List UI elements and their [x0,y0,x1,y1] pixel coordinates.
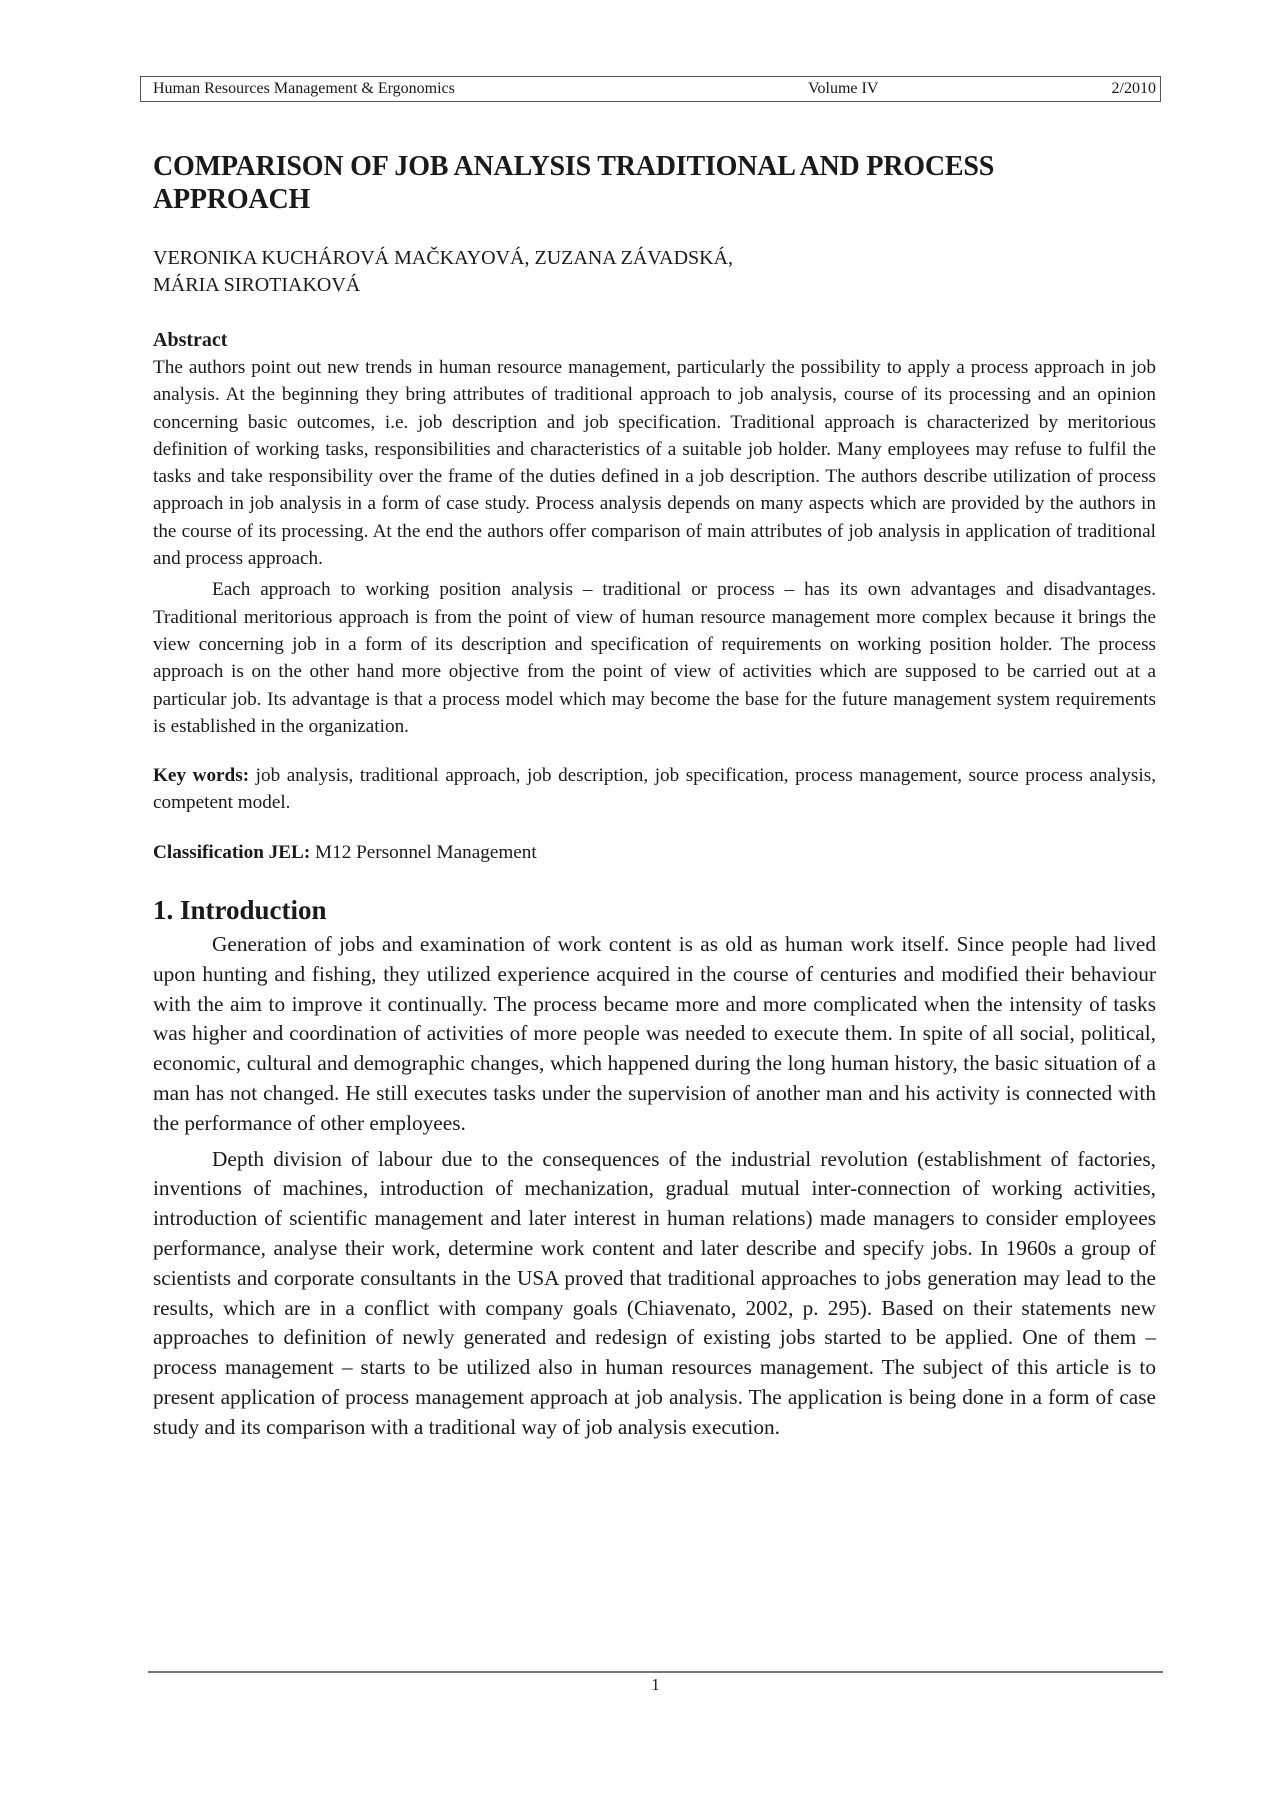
introduction-heading: 1. Introduction [153,895,327,926]
abstract-section [153,327,1156,740]
article-title [153,150,1156,216]
introduction-paragraph-1: Generation of jobs and examination of work content is as old as human work itself. Since people had lived upon hunting and fishing, they utilized experience acquired in the course of centuries and modified their behaviour with the aim to improve it continually. The process became more and more complicated when the intensity of tasks was higher and coordination of activities of more people was needed to execute them. In spite of all social, political, economic, cultural and demographic changes, which happened during the long human history, the basic situation of a man has not changed. He still executes tasks under the supervision of another man and his activity is connected with the performance of other employees. [153,932,1156,1135]
keywords [153,762,1156,817]
page-content [153,150,1156,1443]
abstract-heading: Abstract [153,329,228,351]
abstract-paragraph-1: The authors point out new trends in human resource management, particularly the possibility to apply a process approach in job analysis. At the beginning they bring attributes of traditional approach to job analysis, course of its processing and an opinion concerning basic outcomes, i.e. job description and job specification. Traditional approach is characterized by meritorious definition of working tasks, responsibilities and characteristics of a suitable job holder. Many employees may refuse to fulfil the tasks and take responsibility over the frame of the duties defined in a job description. The authors describe utilization of process approach in job analysis in a form of case study. Process analysis depends on many aspects which are provided by the authors in the course of its processing. At the end the authors offer comparison of main attributes of job analysis in application of traditional and process approach. [153,357,1156,570]
abstract-paragraph-2: Each approach to working position analysis – traditional or process – has its own advantages and disadvantages. Traditional meritorious approach is from the point of view of human resource management more complex because it brings the view concerning job in a form of its description and specification of requirements on working position holder. The process approach is on the other hand more objective from the point of view of activities which are supposed to be carried out at a particular job. Its advantage is that a process model which may become the base for the future management system requirements is established in the organization. [153,579,1156,737]
title-line-2: APPROACH [153,184,311,215]
classification-label: Classification JEL: [153,841,311,863]
author-list [153,245,1156,299]
page-number: 1 [651,1675,660,1694]
journal-name: Human Resources Management & Ergonomics [153,80,455,97]
title-line-1: COMPARISON OF JOB ANALYSIS TRADITIONAL AND PROCESS [153,151,995,182]
classification-text: M12 Personnel Management [310,841,537,863]
volume-label: Volume IV [808,80,879,97]
introduction-paragraph-2: Depth division of labour due to the consequences of the industrial revolution (establishment of factories, inventions of machines, introduction of mechanization, gradual mutual inter-connection of working activities, introduction of scientific management and later interest in human relations) made managers to consider employees performance, analyse their work, determine work content and later describe and specify jobs. In 1960s a group of scientists and corporate consultants in the USA proved that traditional approaches to jobs generation may lead to the results, which are in a conflict with company goals (Chiavenato, 2002, p. 295). Based on their statements new approaches to definition of newly generated and redesign of existing jobs started to be applied. One of them – process management – starts to be utilized also in human resources management. The subject of this article is to present application of process management approach at job analysis. The application is being done in a form of case study and its comparison with a traditional way of job analysis execution. [153,1146,1156,1439]
footer-divider [148,1671,1163,1673]
jel-classification [153,839,1156,866]
authors-line-2: MÁRIA SIROTIAKOVÁ [153,274,361,296]
introduction-section [153,894,1156,1443]
running-header [140,76,1161,102]
keywords-label: Key words: [153,765,250,787]
issue-label: 2/2010 [1111,80,1156,97]
authors-line-1: VERONIKA KUCHÁROVÁ MAČKAYOVÁ, ZUZANA ZÁVADSKÁ, [153,247,734,269]
keywords-text: job analysis, traditional approach, job description, job specification, process management, source process analysis, competent model. [153,765,1156,814]
